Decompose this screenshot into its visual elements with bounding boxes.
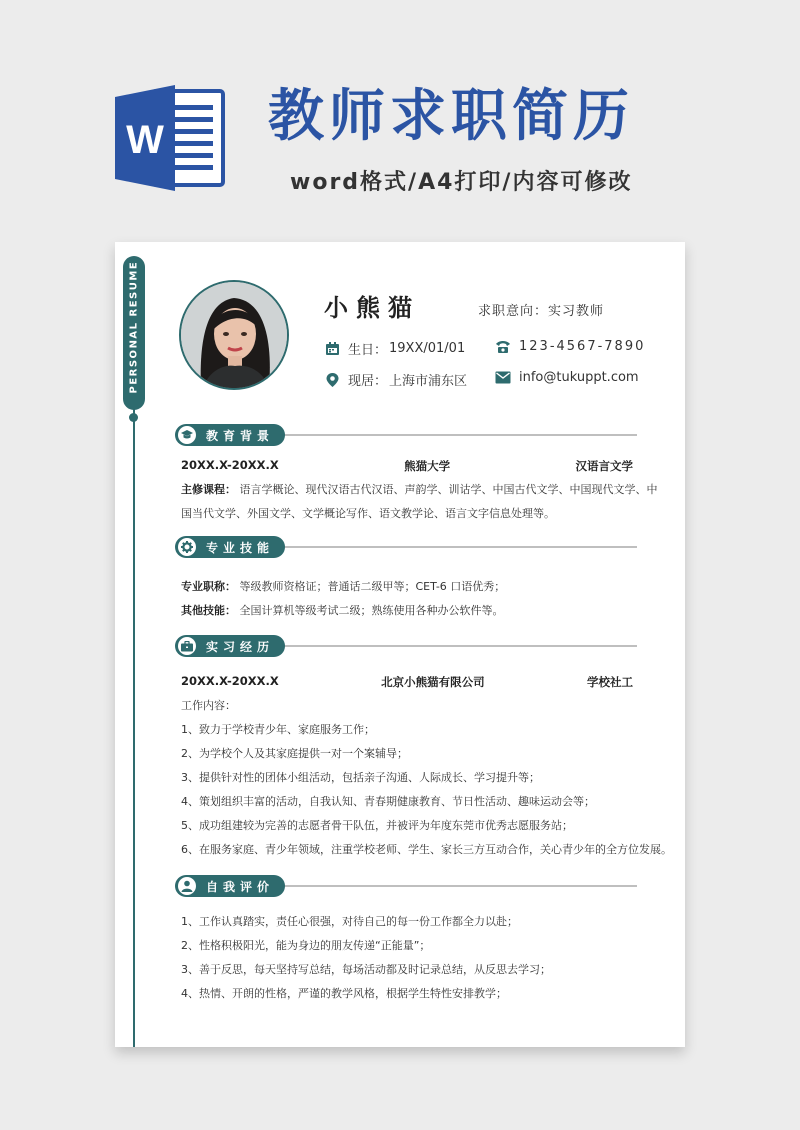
- banner: [0, 0, 800, 230]
- person-icon: [181, 880, 193, 892]
- work-content-label: 工作内容：: [181, 699, 236, 712]
- side-rule: [133, 332, 135, 1047]
- professional-titles: [181, 579, 641, 595]
- other-value: 全国计算机等级考试二级；熟练使用各种办公软件等。: [239, 604, 504, 617]
- side-dot: [129, 413, 138, 422]
- page-title: 教师求职简历: [268, 84, 634, 149]
- email-value: info@tukuppt.com: [519, 370, 639, 385]
- portrait-icon: [181, 282, 287, 388]
- experience-company: 北京小熊猫有限公司: [381, 675, 485, 689]
- page-subtitle: word格式/A4打印/内容可修改: [290, 170, 633, 195]
- phone-info: [495, 339, 645, 354]
- residence-info: [325, 370, 467, 389]
- experience-item: 5、成功组建较为完善的志愿者骨干队伍，并被评为年度东莞市优秀志愿服务站；: [181, 819, 573, 832]
- calendar-icon: [325, 341, 340, 356]
- section-rule: [283, 434, 637, 436]
- prof-label: 专业职称：: [181, 580, 236, 593]
- education-summary: [181, 458, 633, 474]
- education-school: 熊猫大学: [404, 459, 451, 473]
- other-skills: [181, 603, 641, 619]
- courses-line: [181, 482, 658, 498]
- other-label: 其他技能：: [181, 604, 236, 617]
- resume-page: [115, 242, 685, 1047]
- phone-value: 123-4567-7890: [519, 339, 646, 354]
- experience-item: 3、提供针对性的团体小组活动，包括亲子沟通、人际成长、学习提升等；: [181, 771, 540, 784]
- birth-info: [325, 339, 465, 358]
- section-title: 专业技能: [206, 540, 275, 555]
- section-pill: [175, 875, 285, 897]
- candidate-name: 小熊猫: [324, 294, 420, 322]
- job-intent-value: 实习教师: [548, 304, 605, 319]
- self-eval-item: 3、善于反思，每天坚持写总结，每场活动都及时记录总结，从反思去学习；: [181, 963, 551, 976]
- email-info: [495, 370, 639, 385]
- section-title: 自我评价: [206, 879, 275, 894]
- job-intent: [478, 300, 604, 319]
- experience-summary: [181, 674, 633, 690]
- graduation-cap-icon: [181, 430, 193, 440]
- section-rule: [283, 546, 637, 548]
- self-eval-item: 1、工作认真踏实，责任心很强，对待自己的每一份工作都全力以赴；: [181, 915, 518, 928]
- section-rule: [283, 885, 637, 887]
- section-rule: [283, 645, 637, 647]
- courses-label: 主修课程：: [181, 483, 236, 496]
- experience-item: 6、在服务家庭、青少年领域，注重学校老师、学生、家长三方互动合作，关心青少年的全方位发展。: [181, 843, 672, 856]
- section-title: 教育背景: [206, 428, 275, 443]
- education-period: 20XX.X-20XX.X: [181, 458, 279, 472]
- courses-line-2: 国当代文学、外国文学、文学概论写作、语文教学论、语言文字信息处理等。: [181, 507, 555, 520]
- section-title: 实习经历: [206, 639, 275, 654]
- section-pill: [175, 635, 285, 657]
- prof-value: 等级教师资格证；普通话二级甲等；CET-6 口语优秀；: [239, 580, 506, 593]
- briefcase-icon: [181, 641, 193, 652]
- experience-item: 2、为学校个人及其家庭提供一对一个案辅导；: [181, 747, 408, 760]
- section-pill: [175, 536, 285, 558]
- avatar: [179, 280, 289, 390]
- section-self-evaluation: [175, 875, 637, 897]
- section-pill: [175, 424, 285, 446]
- experience-role: 学校社工: [587, 675, 633, 689]
- section-experience: [175, 635, 637, 657]
- birth-value: 19XX/01/01: [389, 341, 466, 356]
- experience-item: 4、策划组织丰富的活动，自我认知、青春期健康教育、节日性活动、趣味运动会等；: [181, 795, 595, 808]
- location-icon: [325, 372, 340, 388]
- mail-icon: [495, 371, 511, 384]
- self-eval-item: 4、热情、开朗的性格，严谨的教学风格，根据学生特性安排教学；: [181, 987, 507, 1000]
- job-intent-label: 求职意向：: [478, 304, 549, 319]
- experience-period: 20XX.X-20XX.X: [181, 674, 279, 688]
- side-label-pill: [123, 256, 145, 410]
- residence-value: 上海市浦东区: [389, 374, 468, 389]
- side-label: PERSONAL RESUME: [128, 260, 140, 394]
- section-education: [175, 424, 637, 446]
- courses-text-1: 语言学概论、现代汉语古代汉语、声韵学、训诂学、中国古代文学、中国现代文学、中: [239, 483, 658, 496]
- gear-icon: [181, 541, 193, 553]
- experience-item: 1、致力于学校青少年、家庭服务工作；: [181, 723, 375, 736]
- birth-label: 生日：: [348, 343, 388, 358]
- word-letter: W: [126, 118, 164, 162]
- section-skills: [175, 536, 637, 558]
- education-major: 汉语言文学: [575, 459, 633, 473]
- residence-label: 现居：: [348, 374, 388, 389]
- self-eval-item: 2、性格积极阳光，能为身边的朋友传递“正能量”；: [181, 939, 431, 952]
- word-document-icon: [115, 83, 227, 193]
- phone-icon: [495, 339, 511, 354]
